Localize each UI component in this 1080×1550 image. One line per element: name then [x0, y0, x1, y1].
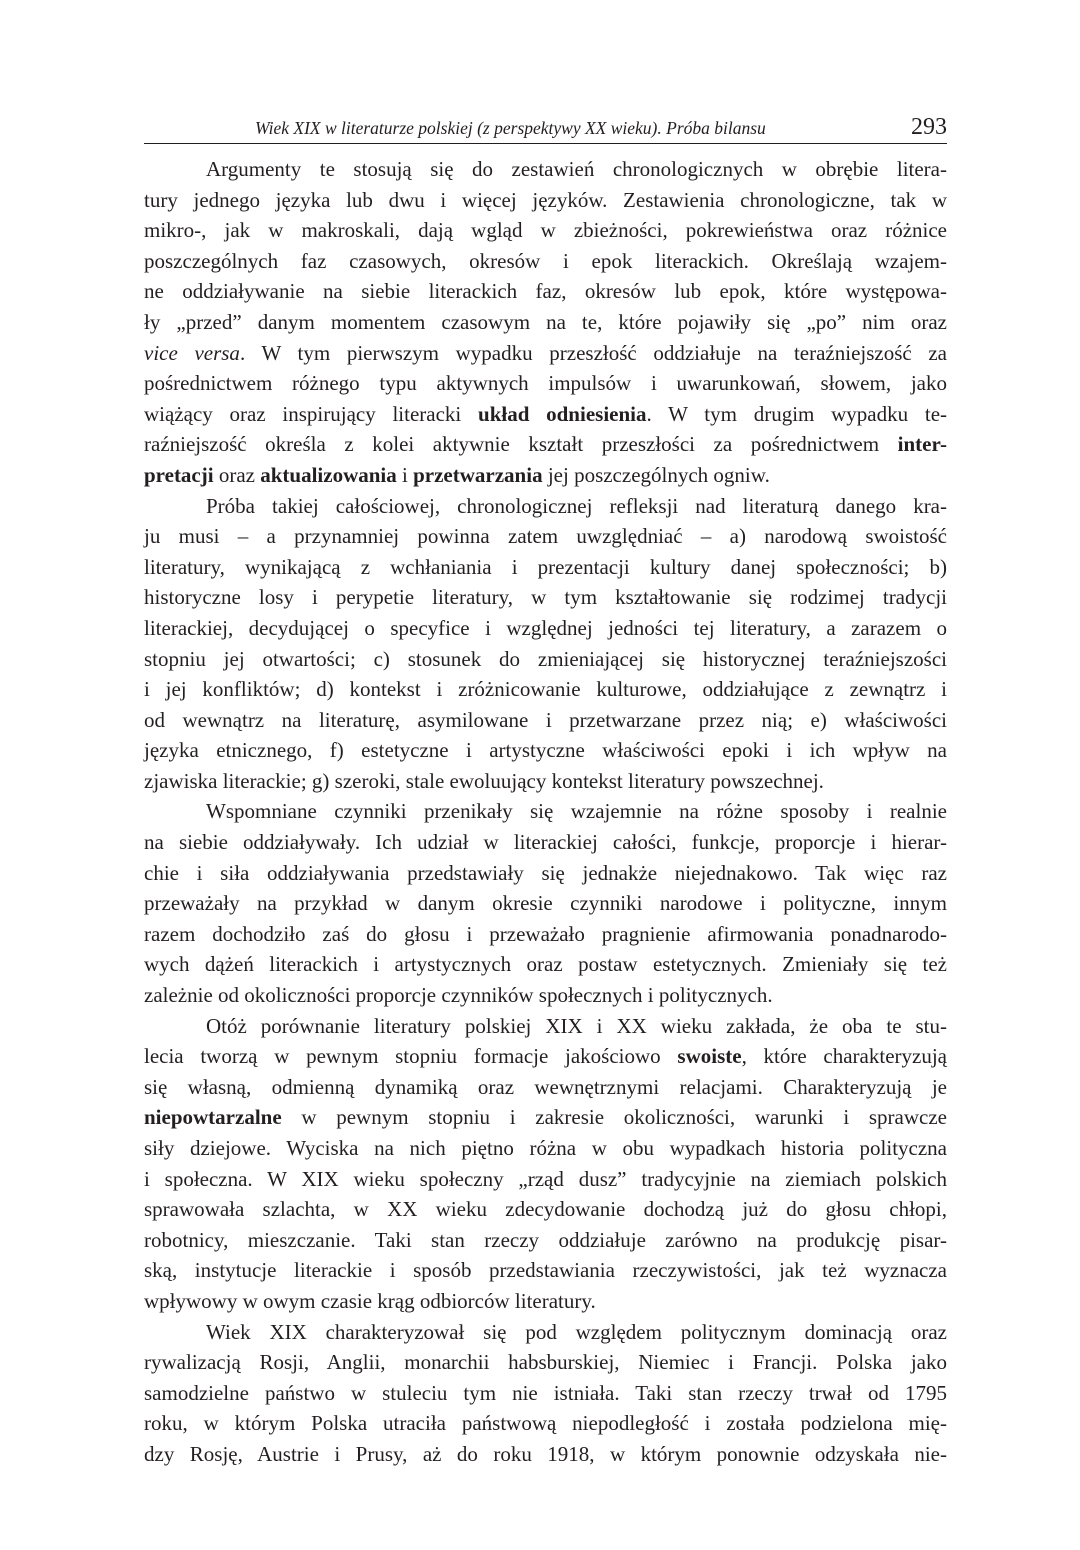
text-line: samodzielne państwo w stuleciu tym nie istniała. Taki stan rzeczy trwał od 1795 [144, 1380, 947, 1405]
text-line: Wiek XIX charakteryzował się pod względem politycznym dominacją oraz [206, 1319, 947, 1344]
text-line: historyczne losy i perypetie literatury, w tym kształtowanie się rodzimej tradycji [144, 585, 947, 610]
paragraph [144, 1317, 947, 1470]
body-text [144, 154, 947, 1470]
text-line: lecia tworzą w pewnym stopniu formacje jakościowo swoiste, które charakteryzują [144, 1044, 947, 1069]
text-line: zjawiska literackie; g) szeroki, stale ewoluujący kontekst literatury powszechnej. [144, 768, 824, 793]
text-line: i jej konfliktów; d) kontekst i zróżnicowanie kulturowe, oddziałujące z zewnątrz i [144, 677, 947, 702]
text-line: niepowtarzalne w pewnym stopniu i zakresie okoliczności, warunki i sprawcze [144, 1105, 947, 1130]
text-line: na siebie oddziaływały. Ich udział w literackiej całości, funkcje, proporcje i hierar- [144, 830, 947, 855]
text-line: dzy Rosję, Austrie i Prusy, aż do roku 1918, w którym ponownie odzyskała nie- [144, 1441, 947, 1466]
bold-term: niepowtarzalne [144, 1105, 282, 1130]
running-header [144, 113, 947, 144]
bold-term: pretacji [144, 462, 214, 487]
text-line: vice versa. W tym pierwszym wypadku przeszłość oddziałuje na teraźniejszość za [144, 340, 947, 365]
italic-term: vice versa [144, 340, 240, 365]
text-line: Wspomniane czynniki przenikały się wzajemnie na różne sposoby i realnie [206, 799, 947, 824]
text-line: mikro-, jak w makroskali, dają wgląd w zbieżności, pokrewieństwa oraz różnice [144, 218, 947, 243]
text-line: ły „przed” danym momentem czasowym na te, które pojawiły się „po” nim oraz [144, 309, 947, 334]
bold-term: swoiste [677, 1044, 742, 1069]
text-line: sprawowała szlachta, w XX wieku zdecydowanie dochodzą już do głosu chłopi, [144, 1197, 947, 1222]
bold-term: inter- [897, 432, 947, 457]
text-line: wiążący oraz inspirujący literacki układ odniesienia. W tym drugim wypadku te- [144, 401, 948, 426]
text-line: od wewnątrz na literaturę, asymilowane i przetwarzane przez nią; e) właściwości [144, 707, 947, 732]
text-line: pośrednictwem różnego typu aktywnych impulsów i uwarunkowań, słowem, jako [144, 371, 947, 396]
text-line: pretacji oraz aktualizowania i przetwarzania jej poszczególnych ogniw. [144, 462, 770, 487]
text-line: wpływowy w owym czasie krąg odbiorców literatury. [144, 1288, 596, 1313]
text-line: chie i siła oddziaływania przedstawiały się jednakże niejednakowo. Tak więc raz [144, 860, 947, 885]
text-line: wych dążeń literackich i artystycznych oraz postaw estetycznych. Zmieniały się też [144, 952, 947, 977]
paragraph [144, 796, 947, 1010]
text-line: Argumenty te stosują się do zestawień chronologicznych w obrębie litera- [206, 157, 947, 181]
text-line: tury jednego języka lub dwu i więcej języków. Zestawienia chronologiczne, tak w [144, 187, 947, 212]
text-line: siły dziejowe. Wyciska na nich piętno różna w obu wypadkach historia polityczna [144, 1136, 947, 1160]
page-number: 293 [911, 114, 947, 140]
text-line: razem dochodziło zaś do głosu i przeważało pragnienie afirmowania ponadnarodo- [144, 921, 947, 946]
text-line: się własną, odmienną dynamiką oraz wewnętrznymi relacjami. Charakteryzują je [144, 1074, 947, 1099]
running-title: Wiek XIX w literaturze polskiej (z perspektywy XX wieku). Próba bilansu [255, 118, 766, 138]
text-line: literackiej, decydującej o specyfice i względnej jedności tej literatury, a zarazem o [144, 615, 947, 640]
text-line: Otóż porównanie literatury polskiej XIX i XX wieku zakłada, że oba te stu- [206, 1013, 947, 1038]
text-line: przeważały na przykład w danym okresie czynniki narodowe i polityczne, innym [144, 891, 947, 916]
paragraph [144, 491, 947, 797]
text-line: raźniejszość określa z kolei aktywnie kształt przeszłości za pośrednictwem inter- [144, 432, 947, 457]
text-line: i społeczna. W XIX wieku społeczny „rząd dusz” tradycyjnie na ziemiach polskich [144, 1166, 947, 1191]
text-line: poszczególnych faz czasowych, okresów i epok literackich. Określają wzajem- [144, 248, 947, 273]
text-line: ską, instytucje literackie i sposób przedstawiania rzeczywistości, jak też wyznacza [144, 1258, 947, 1283]
text-line: Próba takiej całościowej, chronologicznej refleksji nad literaturą danego kra- [206, 493, 947, 518]
book-page [144, 113, 947, 1470]
bold-term: przetwarzania [413, 462, 543, 487]
text-line: rywalizacją Rosji, Anglii, monarchii habsburskiej, Niemiec i Francji. Polska jako [144, 1350, 947, 1375]
text-line: ne oddziaływanie na siebie literackich faz, okresów lub epok, które występowa- [144, 279, 947, 304]
paragraph [144, 154, 947, 491]
bold-term: aktualizowania [260, 462, 397, 487]
text-line: robotnicy, mieszczanie. Taki stan rzeczy oddziałuje zarówno na produkcję pisar- [144, 1227, 947, 1252]
text-line: języka etnicznego, f) estetyczne i artystyczne właściwości epoki i ich wpływ na [144, 738, 947, 763]
text-line: stopniu jej otwartości; c) stosunek do zmieniającej się historycznej teraźniejszości [144, 646, 947, 671]
bold-term: układ odniesienia [478, 401, 647, 426]
text-line: roku, w którym Polska utraciła państwową niepodległość i została podzielona mię- [144, 1411, 947, 1436]
paragraph [144, 1011, 947, 1317]
text-line: ju musi – a przynamniej powinna zatem uwzględniać – a) narodową swoistość [144, 524, 947, 549]
text-line: literatury, wynikającą z wchłaniania i prezentacji kultury danej społeczności; b) [144, 554, 947, 579]
text-line: zależnie od okoliczności proporcje czynników społecznych i politycznych. [144, 983, 773, 1008]
